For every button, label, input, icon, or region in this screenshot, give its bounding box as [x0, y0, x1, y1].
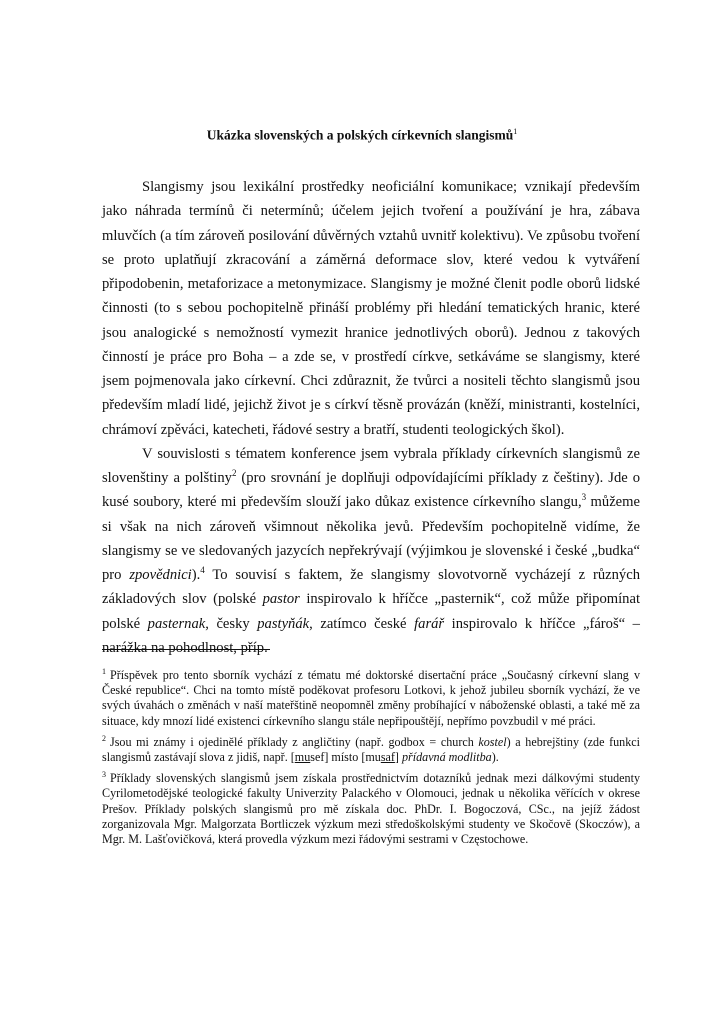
page-title: [0, 127, 724, 144]
paragraph-2-text: inspirovalo k hříčce „fároš“ – narážka na pohodlnost, příp.: [102, 615, 640, 656]
paragraph-2-text: (pro srovnání je doplňuji odpovídajícími příklady z češtiny). Jde o kusé soubory, které mi především slouží jako důkaz existence církevního slangu,: [102, 470, 640, 511]
paragraph-2-text: ).: [191, 567, 201, 583]
title-footnote-ref: 1: [513, 127, 518, 136]
footnote-text: sef] místo [mu: [310, 750, 381, 765]
footnote-ref-2: 2: [231, 468, 237, 479]
footnotes: [102, 668, 640, 853]
paragraph-2: [102, 442, 640, 660]
footnote-ref-3: 3: [581, 492, 587, 503]
paragraph-2-text: V souvislosti s tématem konference jsem vybrala příklady církevních slangismů ze slovenštiny a polštiny: [102, 445, 640, 486]
footnote-separator: [102, 649, 270, 650]
body-text: [102, 175, 640, 660]
paragraph-2-text: , česky: [205, 615, 258, 632]
footnote-text: Příspěvek pro tento sborník vychází z tématu mé doktorské disertační práce „Současný církevní slang v České republice“. Chci na tomto místě poděkovat profesoru Lotkovi, k jehož jubileu sborník vychází, že ve svých úvahách o změnách v naší mateřštině neopomněl změny probíhající v náboženské oblasti, a také mě za situace, kdy mnozí lidé existenci církevního slangu stále nepřipouštějí, nepřímo povzbudil v mé práci.: [102, 668, 640, 728]
italic-term: pasternak: [147, 615, 206, 632]
italic-term: zpovědnici: [129, 567, 192, 583]
underlined-syllable: saf: [380, 750, 395, 765]
footnote-text: Jsou mi známy i ojedinělé příklady z angličtiny (např. godbox = church: [110, 734, 479, 749]
footnote-number: 3: [102, 770, 106, 780]
footnote-text: Příklady slovenských slangismů jsem získala prostřednictvím dotazníků jednak mezi dálkovými studenty Cyrilometodějské teologické fakulty Univerzity Palackého v Olomouci, jednak u několika věřících v okrese Prešov. Příklady polských slangismů pro mě získala doc. PhDr. I. Bogoczová, CSc., na jejíž žádost zorganizovala Mgr. Malgorzata Bortliczek výzkum mezi středoškolskými studenty ve Skočově (Skoczów), a Mgr. M. Lašťovičková, která provedla výzkum mezi řádovými sestrami v Częstochowe.: [102, 771, 640, 847]
footnote-1: [102, 668, 640, 729]
underlined-syllable: mu: [294, 750, 311, 765]
italic-term: přídavná modlitba: [401, 750, 492, 765]
footnote-number: 2: [102, 733, 106, 743]
paragraph-1: Slangismy jsou lexikální prostředky neoficiální komunikace; vznikají především jako náhrada termínů či netermínů; účelem jejich tvoření a používání je hra, zábava mluvčích (a tím zároveň posilování důvěrných vztahů uvnitř kolektivu). Ve způsobu tvoření se proto uplatňují zkracování a záměrná deformace slov, které vedou k vytváření připodobenin, metaforizace a metonymizace. Slangismy je možné členit podle oborů lidské činnosti (to s sebou pochopitelně přináší problémy při hledání tematických hranic, které jsou analogické s nemožností vymezit hranice jednotlivých oborů). Jednou z takových činností je práce pro Boha – a zde se, v prostředí církve, setkáváme se slangismy, které jsem pojmenovala jako církevní. Chci zdůraznit, že tvůrci a nositeli těchto slangismů jsou především mladí lidé, jejichž život je s církví těsně provázán (kněží, ministranti, kostelníci, chrámoví zpěváci, katecheti, řádové sestry a bratří, studenti teologických škol).: [102, 179, 640, 438]
footnote-ref-4: 4: [200, 565, 205, 576]
paragraph-2-text: můžeme si však na nich zároveň všimnout několika jevů. Především pochopitelně vidíme, že slangismy se ve sledovaných jazycích nepřekrývají (výjimkou je slovenské i české „budka“ pro: [102, 494, 640, 583]
paragraph-2-text: inspirovalo k hříčce „pasternik“, což může připomínat polské: [102, 591, 641, 632]
title-text: Ukázka slovenských a polských církevních slangismů: [206, 127, 514, 143]
italic-term: pastyňák: [257, 615, 310, 632]
italic-term: pastor: [262, 591, 300, 608]
italic-term: kostel: [478, 734, 507, 749]
footnote-text: ]: [394, 750, 402, 765]
paragraph-2-text: , zatímco české: [309, 615, 415, 632]
footnote-text: ).: [491, 750, 499, 765]
paragraph-2-text: To souvisí s faktem, že slangismy slovotvorně vycházejí z různých základových slov (polské: [102, 567, 640, 608]
footnote-3: [102, 771, 640, 847]
italic-term: farář: [414, 615, 445, 632]
footnote-number: 1: [102, 666, 106, 676]
footnote-2: [102, 735, 640, 765]
footnote-text: ) a hebrejštiny (zde funkci slangismů zastávají slova z jidiš, např. [: [102, 734, 640, 765]
